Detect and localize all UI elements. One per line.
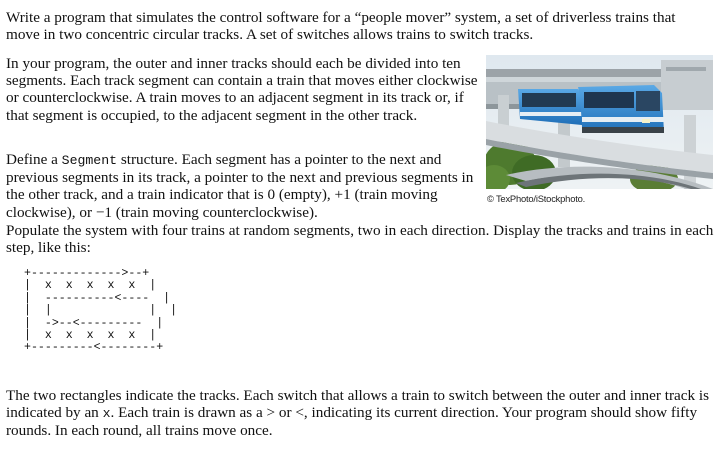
track-diagram (24, 268, 177, 355)
diagram-line: | x x x x x | (24, 329, 157, 343)
rectangles-text-after: . Each train is drawn as a > or <, indicating its current direction. Your program should show fifty rounds. In each round, all trains move once. (6, 404, 698, 440)
segment-text-after: structure. Each segment has a pointer to the next and previous segments in its track, a pointer to the next and previous segments in the other track, and a train indicator that is 0 (empty), +1 (train moving clockwise), or −1 (train moving counterclockwise). (6, 151, 474, 221)
populate-paragraph: Populate the system with four trains at random segments, two in each direction. Display the tracks and trains in each step, like this: (6, 222, 714, 257)
diagram-line: | ->--<--------- | (24, 316, 164, 330)
photo-credit: © TexPhoto/iStockphoto. (487, 193, 586, 204)
track-segments-paragraph: In your program, the outer and inner tracks should each be divided into ten segments. Each track segment can contain a train that moves either clockwise or counterclockwise. A train moves to an adjacent segment in its track or, if that segment is occupied, to the adjacent segment in the other track. (6, 55, 478, 124)
segment-structure-paragraph (6, 151, 484, 221)
diagram-line: +------------->--+ (24, 267, 150, 280)
rectangles-text-before: The two rectangles indicate the tracks. Each switch that allows a train to switch between the outer and inner track is indicated by an (6, 387, 710, 422)
segment-code: Segment (61, 153, 118, 168)
intro-paragraph: Write a program that simulates the control software for a “people mover” system, a set of driverless trains that move in two concentric circular tracks. A set of switches allows trains to switch tracks. (6, 9, 676, 44)
diagram-line: | | | | (24, 304, 178, 318)
rectangles-paragraph (6, 387, 718, 440)
diagram-line: | ----------<---- | (24, 291, 171, 305)
switch-code: x (102, 406, 111, 422)
people-mover-photo (486, 55, 713, 189)
diagram-line: +---------<--------+ (24, 341, 164, 355)
segment-text-before: Define a (6, 151, 62, 168)
diagram-line: | x x x x x | (24, 279, 157, 293)
